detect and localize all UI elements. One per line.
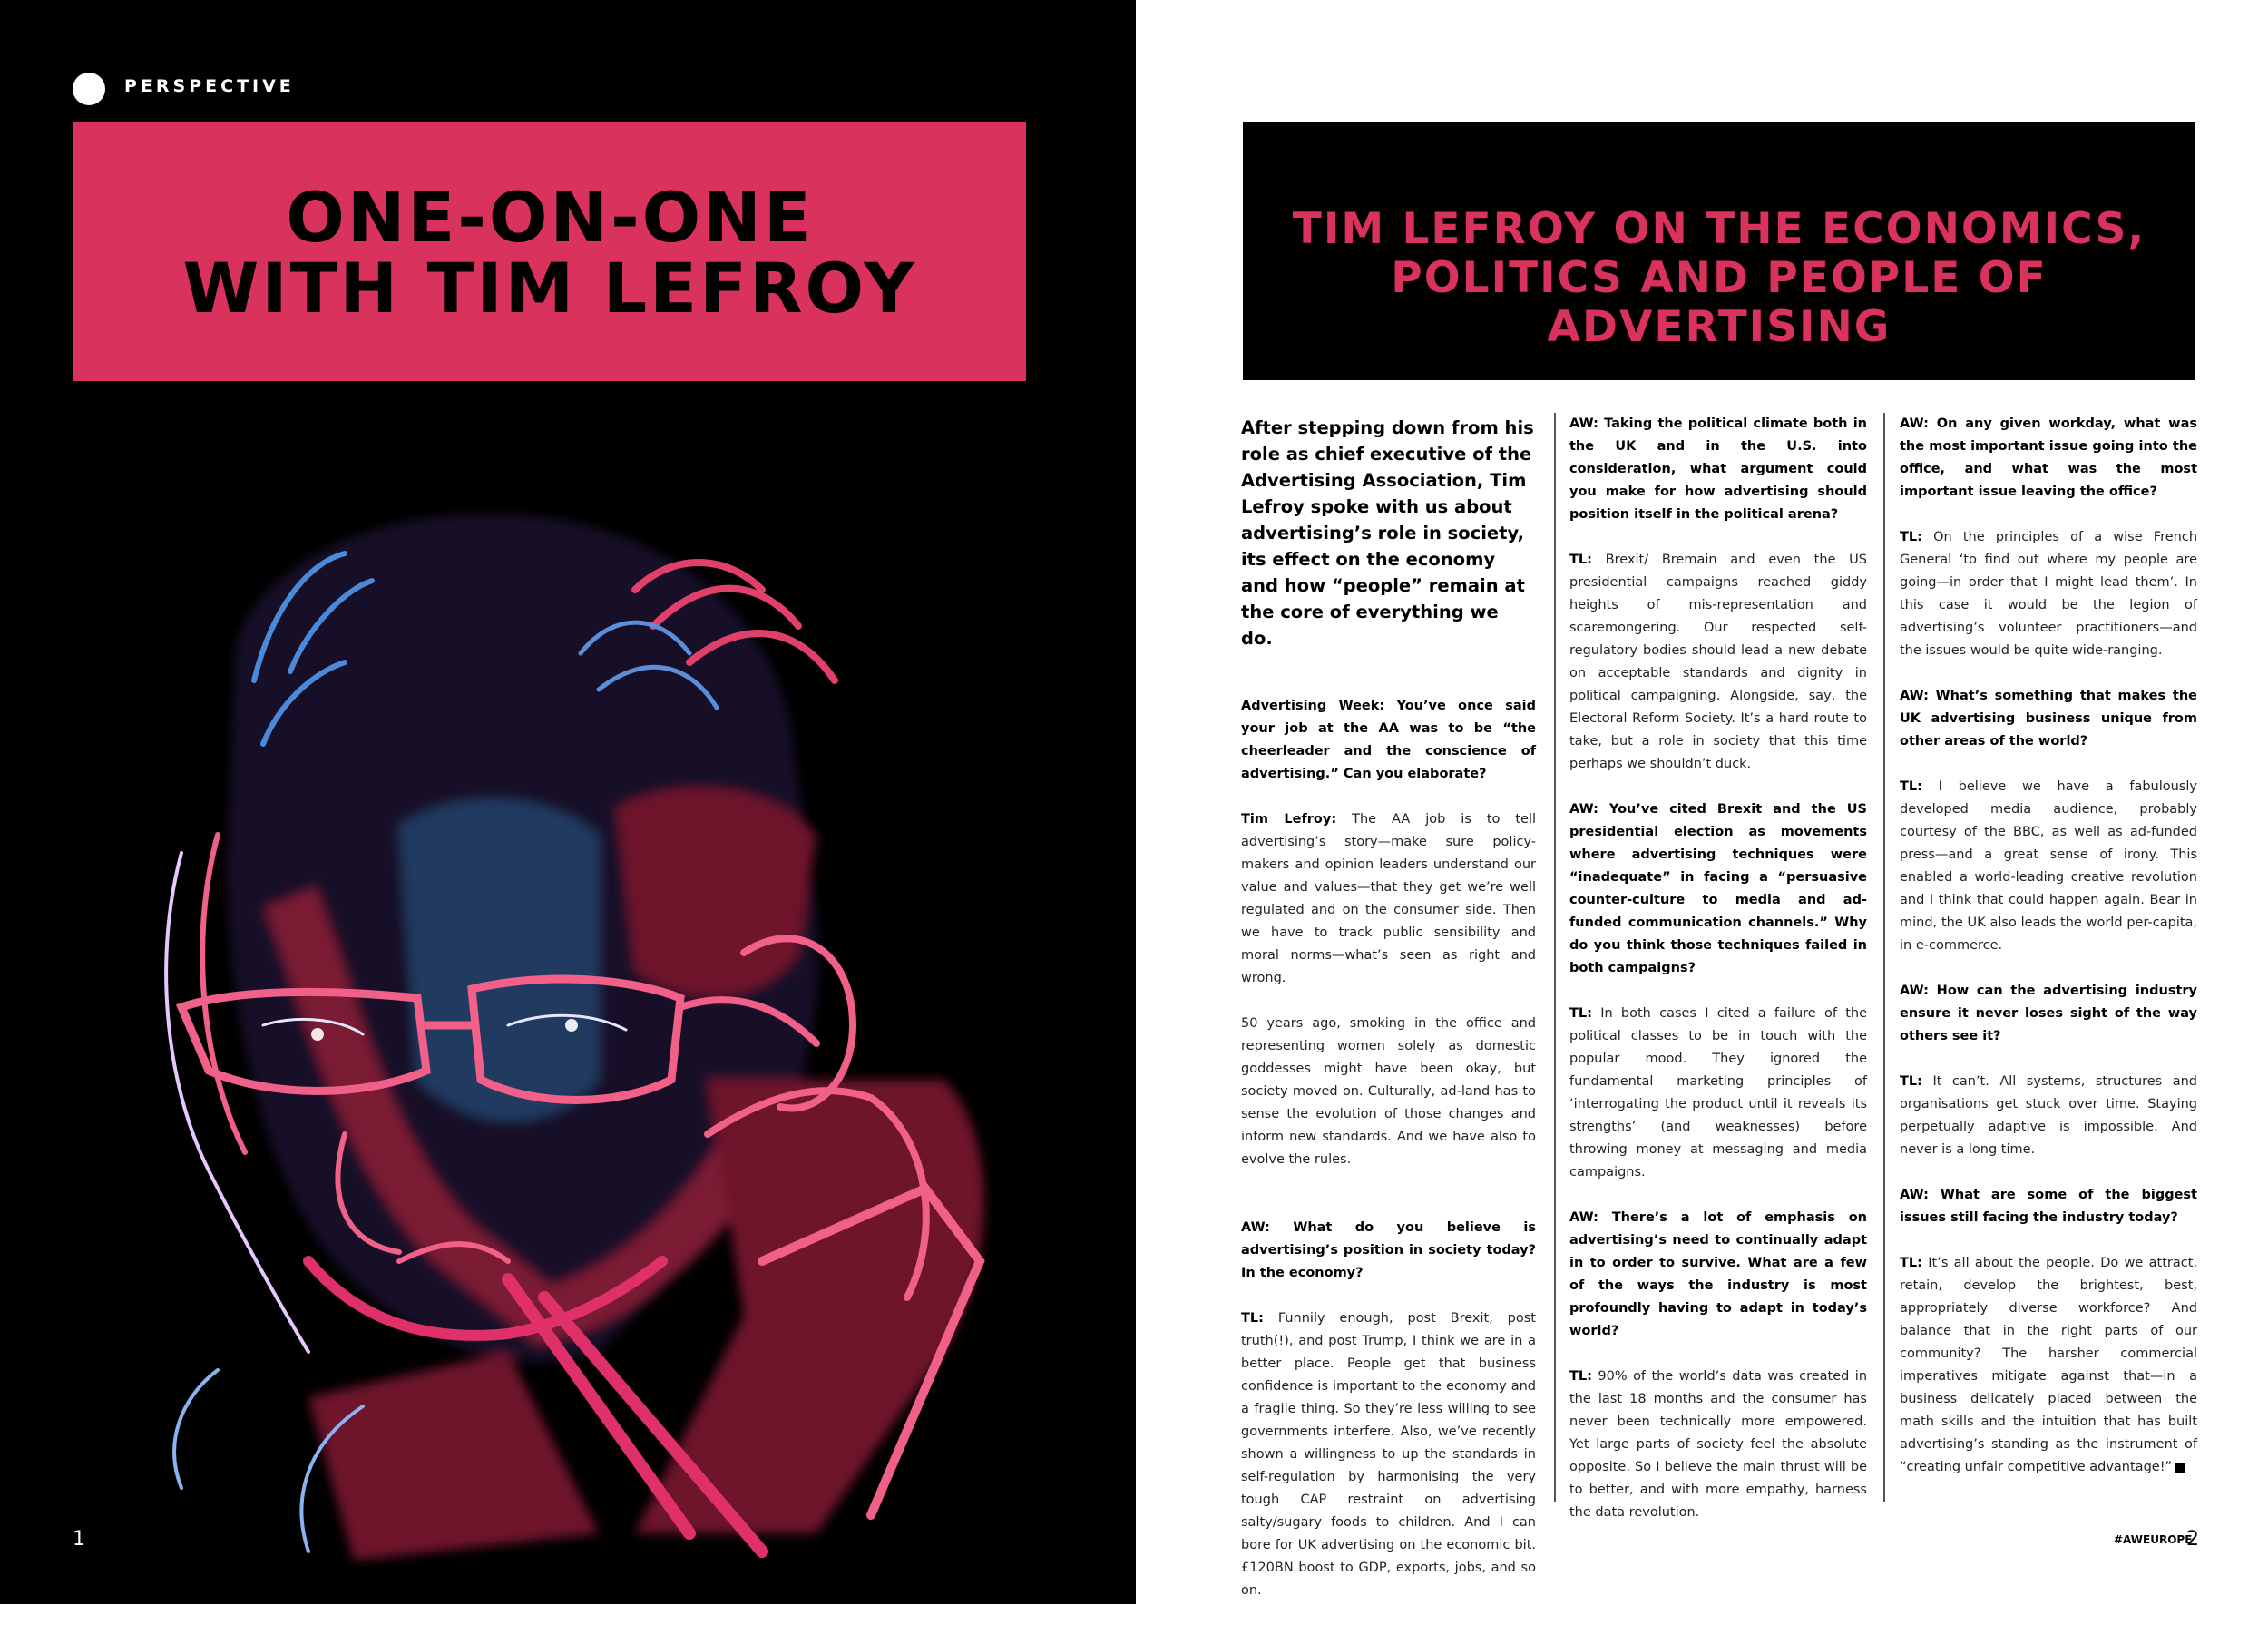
column-divider <box>1883 413 1885 1502</box>
answer <box>1569 1003 1867 1184</box>
question: AW: How can the advertising industry ensure it never loses sight of the way others see it? <box>1900 984 2197 1043</box>
answer-continued: 50 years ago, smoking in the office and representing women solely as domestic goddesses might have been okay, but society moved on. Culturally, ad-land has to sense the evolution of those changes and inform new standards. And we have also to evolve the rules. <box>1241 1016 1536 1167</box>
answer <box>1900 526 2197 662</box>
headline <box>1243 205 2195 352</box>
end-mark-icon <box>2175 1463 2185 1473</box>
portrait-illustration <box>127 445 1034 1579</box>
answer-text: Funnily enough, post Brexit, post truth(!), and post Trump, I think we are in a better place. People get that business confidence is important to the economy and a fragile thing. So they’re less willing to see governments interfere. Also, we’ve recently shown a willingness to up the standards in self-regulation by harmonising the very tough CAP restraint on advertising salty/sugary foods to children. And I can bore for UK advertising on the economic bit. £120BN boost to GDP, exports, jobs, and so on. <box>1241 1311 1536 1598</box>
answer-text: In both cases I cited a failure of the political classes to be in touch with the popular mood. They ignored the fundamental marketing principles of ‘interrogating the product until it reveals its strengths’ (and weaknesses) before throwing money at messaging and media campaigns. <box>1569 1006 1867 1180</box>
title-line-1: ONE-ON-ONE <box>286 177 814 258</box>
question: AW: What do you believe is advertising’s position in society today? In the economy? <box>1241 1220 1536 1280</box>
title-line-2: WITH TIM LEFROY <box>182 248 917 329</box>
page-number: 1 <box>73 1528 85 1551</box>
right-page <box>1136 0 2268 1604</box>
answer <box>1900 1252 2197 1479</box>
speaker-label: TL: <box>1569 553 1592 567</box>
answer <box>1900 776 2197 957</box>
answer-text: I believe we have a fabulously developed media audience, probably courtesy of the BBC, as well as ad-funded press—and a great sense of irony. This enabled a world-leading creative revolution and I think that could happen again. Bear in mind, the UK also leads the world per-capita, in e-commerce. <box>1900 779 2197 953</box>
answer <box>1241 1307 1536 1602</box>
intro-paragraph: After stepping down from his role as chief executive of the Advertising Association, Tim Lefroy spoke with us about advertising’s role in society, its effect on the economy and how “people” remain at the core of everything we do. <box>1241 417 1534 649</box>
answer <box>1241 808 1536 990</box>
left-page <box>0 0 1136 1604</box>
speaker-label: TL: <box>1900 1256 1922 1270</box>
title-banner <box>73 122 1026 381</box>
column-divider <box>1554 413 1556 1502</box>
question: AW: What are some of the biggest issues still facing the industry today? <box>1900 1188 2197 1225</box>
headline-line-2: POLITICS AND PEOPLE OF ADVERTISING <box>1391 253 2048 353</box>
speaker-label: TL: <box>1900 779 1922 794</box>
answer <box>1569 1366 1867 1524</box>
question: AW: There’s a lot of emphasis on advertising’s need to continually adapt in to order to survive. What are a few of the ways the industry is most profoundly having to adapt in today’s world? <box>1569 1210 1867 1338</box>
speaker-label: TL: <box>1900 1074 1922 1089</box>
speaker-label: TL: <box>1569 1006 1592 1021</box>
answer <box>1900 1071 2197 1161</box>
answer-text: It’s all about the people. Do we attract, retain, develop the brightest, best, appropriately diverse workforce? And balance that in the right parts of our community? The harsher commercial imperatives mitigate against that—in a business delicately placed between the math skills and the intuition that has built advertising’s standing as the instrument of “creating unfair competitive advantage!” <box>1900 1256 2197 1474</box>
speaker-label: TL: <box>1569 1369 1592 1384</box>
headline-line-1: TIM LEFROY ON THE ECONOMICS, <box>1292 204 2146 254</box>
answer-text: The AA job is to tell advertising’s story—make sure policy-makers and opinion leaders understand our value and values—that they get we’re well regulated and on the consumer side. Then we have to track public sensibility and moral norms—what’s seen as right and wrong. <box>1241 812 1537 985</box>
page-title <box>73 177 1026 329</box>
question: AW: On any given workday, what was the most important issue going into the office, and what was the most important issue leaving the office? <box>1900 416 2197 499</box>
question: Advertising Week: You’ve once said your job at the AA was to be “the cheerleader and the conscience of advertising.” Can you elaborate? <box>1241 699 1536 781</box>
speaker-label: TL: <box>1241 1311 1264 1326</box>
question: AW: What’s something that makes the UK advertising business unique from other areas of the world? <box>1900 689 2197 749</box>
answer-text: 90% of the world’s data was created in the last 18 months and the consumer has never been technically more empowered. Yet large parts of society feel the absolute opposite. So I believe the main thrust will be to better, and with more empathy, harness the data revolution. <box>1569 1369 1868 1520</box>
headline-banner <box>1243 122 2195 380</box>
answer-text: Brexit/ Bremain and even the US presidential campaigns reached giddy heights of mis-representation and scaremongering. Our respected self-regulatory bodies should lead a new debate on acceptable standards and dignity in political campaigning. Alongside, say, the Electoral Reform Society. It’s a hard route to take, but a role in society that this time perhaps we shouldn’t duck. <box>1569 553 1867 771</box>
section-dot-icon <box>73 73 105 105</box>
question: AW: Taking the political climate both in the UK and in the U.S. into consideration, what argument could you make for how advertising should position itself in the political arena? <box>1569 416 1867 522</box>
answer-text: It can’t. All systems, structures and organisations get stuck over time. Staying perpetually adaptive is impossible. And never is a long time. <box>1900 1074 2198 1157</box>
question: AW: You’ve cited Brexit and the US presidential election as movements where advertising techniques were “inadequate” in facing a “persuasive counter-culture to media and ad-funded communication channels.” Why do you think those techniques failed in both campaigns? <box>1569 802 1867 975</box>
answer <box>1569 549 1867 776</box>
column-1 <box>1241 413 1536 1625</box>
hashtag: #AWEUROPE <box>2114 1533 2193 1546</box>
page-number: 2 <box>2186 1528 2199 1551</box>
answer-text: On the principles of a wise French General ‘to find out where my people are going—in order that I might lead them’. In this case it would be the legion of advertising’s volunteer practitioners—and the issues would be quite wide-ranging. <box>1900 530 2198 658</box>
column-3 <box>1900 413 2197 1502</box>
column-2 <box>1569 413 1867 1547</box>
speaker-label: Tim Lefroy: <box>1241 812 1337 827</box>
section-label: PERSPECTIVE <box>124 76 295 96</box>
speaker-label: TL: <box>1900 530 1922 544</box>
